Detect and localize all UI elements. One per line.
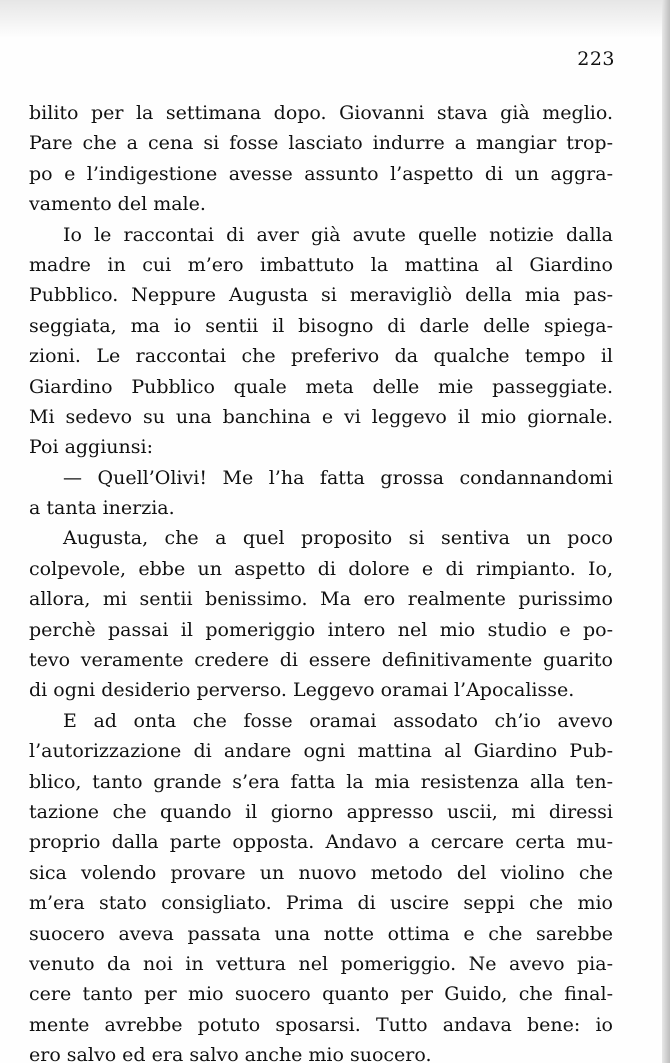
text-line: di ogni desiderio perverso. Leggevo oramai l’Apocalisse.	[29, 679, 575, 702]
page-number: 223	[577, 48, 615, 70]
text-line: blico, tanto grande s’era fatta la mia resistenza alla ten-	[29, 770, 613, 793]
text-line: colpevole, ebbe un aspetto di dolore e di rimpianto. Io,	[29, 557, 613, 580]
text-line: vamento del male.	[29, 193, 206, 216]
text-line: bilito per la settimana dopo. Giovanni stava già meglio.	[29, 102, 613, 124]
text-line: Poi aggiunsi:	[29, 436, 154, 459]
text-line: venuto da noi in vettura nel pomeriggio. Ne avevo pia-	[29, 952, 613, 975]
text-line: Pare che a cena si fosse lasciato indurre a mangiar trop-	[29, 132, 613, 155]
text-line: a tanta inerzia.	[29, 497, 175, 520]
text-line: seggiata, ma io sentii il bisogno di darle delle spiega-	[29, 314, 613, 337]
body-text	[29, 98, 613, 1063]
text-line: Augusta, che a quel proposito si sentiva un poco	[63, 527, 613, 550]
text-line: Giardino Pubblico quale meta delle mie passeggiate.	[29, 375, 613, 398]
text-line: — Quell’Olivi! Me l’ha fatta grossa condannandomi	[63, 466, 613, 489]
text-line: tevo veramente credere di essere definitivamente guarito	[29, 649, 613, 672]
page-top-shadow	[0, 0, 670, 38]
text-line: tazione che quando il giorno appresso uscii, mi diressi	[29, 800, 613, 823]
text-line: suocero aveva passata una notte ottima e che sarebbe	[29, 922, 613, 945]
text-line: perchè passai il pomeriggio intero nel mio studio e po-	[29, 618, 613, 641]
text-line: cere tanto per mio suocero quanto per Guido, che final-	[29, 983, 613, 1006]
text-line: zioni. Le raccontai che preferivo da qualche tempo il	[29, 345, 613, 368]
text-line: allora, mi sentii benissimo. Ma ero realmente purissimo	[29, 588, 613, 611]
text-line: l’autorizzazione di andare ogni mattina al Giardino Pub-	[29, 740, 613, 763]
text-line: Pubblico. Neppure Augusta si meravigliò della mia pas-	[29, 284, 613, 307]
text-line: ero salvo ed era salvo anche mio suocero.	[29, 1044, 432, 1063]
text-line: proprio dalla parte opposta. Andavo a cercare certa mu-	[29, 831, 613, 854]
text-line: m’era stato consigliato. Prima di uscire seppi che mio	[29, 892, 613, 915]
text-line: Mi sedevo su una banchina e vi leggevo il mio giornale.	[29, 405, 613, 428]
text-line: E ad onta che fosse oramai assodato ch’io avevo	[63, 709, 613, 732]
text-line: po e l’indigestione avesse assunto l’aspetto di un aggra-	[29, 162, 613, 185]
text-line: madre in cui m’ero imbattuto la mattina al Giardino	[29, 253, 613, 276]
page-edge-shadow	[662, 0, 670, 1063]
text-line: mente avrebbe potuto sposarsi. Tutto andava bene: io	[29, 1013, 613, 1036]
text-line: Io le raccontai di aver già avute quelle notizie dalla	[63, 223, 613, 246]
text-line: sica volendo provare un nuovo metodo del violino che	[29, 861, 613, 884]
